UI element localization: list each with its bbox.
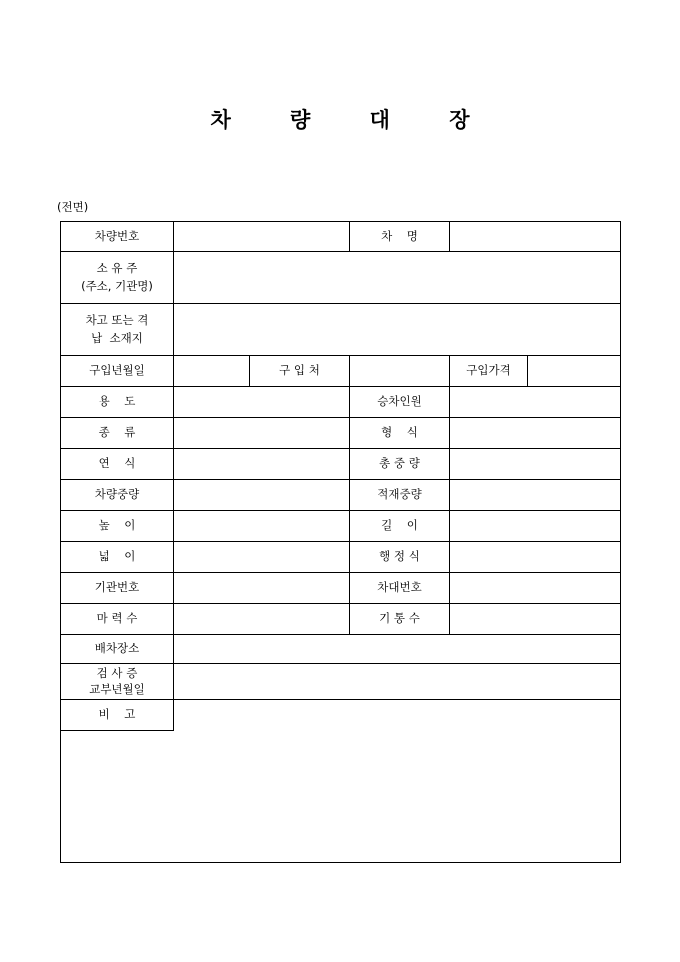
label-inspection-issue-date	[61, 664, 173, 699]
label-owner	[61, 252, 173, 303]
label-purchase-date: 구입년월일	[89, 363, 145, 378]
label-model-year: 연 식	[98, 456, 136, 471]
column-divider	[349, 355, 350, 386]
label-purchase-place: 구 입 처	[279, 363, 320, 378]
label-garage-location	[61, 304, 173, 355]
column-divider	[527, 355, 528, 386]
label-remarks: 비 고	[98, 707, 136, 722]
label-usage: 용 도	[98, 394, 136, 409]
label-purchase-price: 구입가격	[466, 363, 511, 378]
row-divider	[61, 730, 174, 731]
label-owner-line2: (주소, 기관명)	[81, 278, 153, 293]
label-cylinder-count: 기 통 수	[379, 611, 420, 626]
page-title: 차 량 대 장	[210, 107, 496, 132]
label-height: 높 이	[98, 518, 136, 533]
label-vehicle-weight: 차량중량	[94, 487, 140, 502]
label-length: 길 이	[381, 518, 418, 533]
label-gross-weight: 총 중 량	[379, 456, 420, 471]
vehicle-register-table	[60, 221, 621, 863]
column-divider	[449, 386, 450, 634]
label-type: 형 식	[381, 425, 418, 440]
label-vehicle-name: 차 명	[381, 228, 418, 243]
page-side-label: (전면)	[57, 200, 89, 214]
label-load-weight: 적재중량	[377, 487, 422, 502]
label-owner-line1: 소 유 주	[96, 260, 138, 275]
label-engine-number: 기관번호	[94, 580, 140, 595]
column-divider	[449, 222, 450, 251]
label-inspection-line1: 검 사 증	[96, 665, 138, 680]
label-vehicle-number: 차량번호	[94, 228, 140, 243]
label-garage-line2: 납 소재지	[91, 330, 143, 345]
label-kind: 종 류	[98, 425, 136, 440]
label-passenger-capacity: 승차인원	[377, 394, 422, 409]
label-chassis-number: 차대번호	[377, 580, 422, 595]
label-inspection-line2: 교부년월일	[89, 681, 145, 696]
label-width: 넓 이	[98, 549, 136, 564]
label-horsepower: 마 력 수	[96, 611, 138, 626]
label-stroke-type: 행 정 식	[379, 549, 420, 564]
label-assignment-place: 배차장소	[94, 641, 140, 656]
column-divider	[173, 222, 174, 731]
label-garage-line1: 차고 또는 격	[85, 312, 149, 327]
